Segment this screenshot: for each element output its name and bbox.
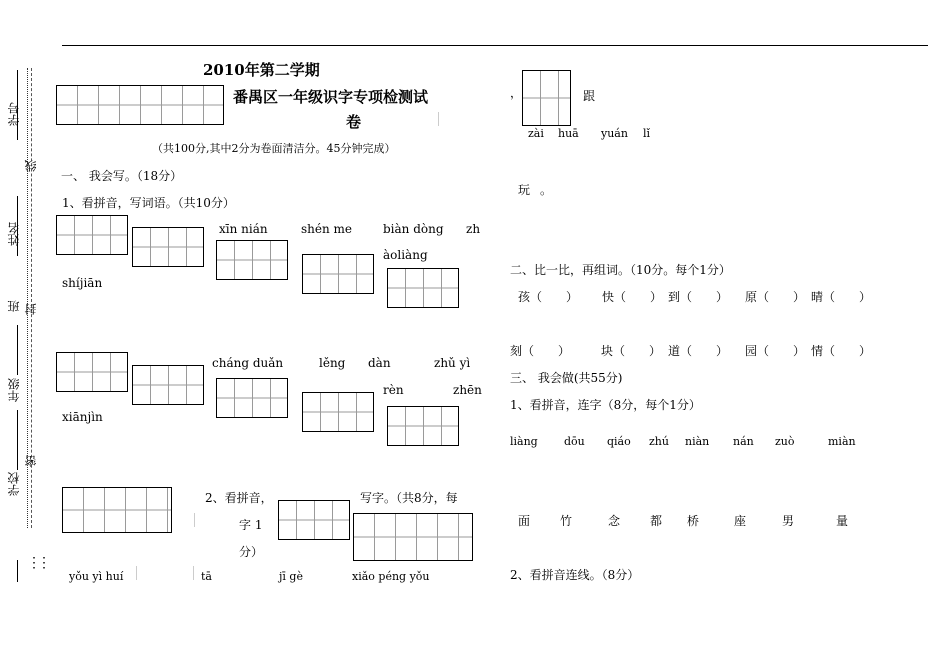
connect-pinyin-2: dōu [564, 435, 585, 448]
connect-pinyin-3: qiáo [607, 435, 631, 448]
pinyin-aoliang: àoliàng [383, 248, 428, 262]
compare-word-3: 到（ ） [668, 290, 729, 304]
section1-title: 一、 我会写。（18分） [61, 169, 183, 183]
pinyin-ji-ge: jī gè [279, 570, 303, 583]
connect-char-5: 桥 [687, 514, 700, 528]
connect-char-2: 竹 [560, 514, 573, 528]
compare-word-5: 晴（ ） [811, 290, 872, 304]
margin-seal-label: 封 [24, 303, 38, 315]
compare-word-6: 刻（ ） [510, 344, 571, 358]
exam-subtitle: （共100分,其中2分为卷面清洁分。45分钟完成） [152, 142, 396, 155]
exam-title-line1: 番禺区一年级识字专项检测试 [233, 88, 429, 106]
writing-grid-3 [216, 240, 288, 280]
section1-q2-line2: 字 1 [239, 518, 263, 532]
connect-char-6: 座 [734, 514, 747, 528]
pinyin-zhu-yi: zhǔ yì [434, 356, 471, 370]
section1-q2-prefix: 2、看拼音， [205, 491, 273, 505]
exam-term: 2010年第二学期 [203, 61, 320, 79]
pinyin-ren: rèn [383, 383, 404, 397]
margin-student-no-label: 学号 [7, 102, 21, 126]
connect-char-7: 男 [782, 514, 795, 528]
compare-word-8: 道（ ） [668, 344, 729, 358]
margin-line-label: 线 [24, 160, 38, 172]
connect-pinyin-8: miàn [828, 435, 856, 448]
writing-grid-1 [56, 215, 128, 255]
writing-grid-10 [387, 406, 459, 446]
writing-grid-11 [62, 487, 172, 533]
compare-word-10: 情（ ） [811, 344, 872, 358]
margin-class-label: 班 [7, 300, 21, 312]
connect-pinyin-1: liàng [510, 435, 538, 448]
section1-q1-title: 1、看拼音，写词语。（共10分） [62, 196, 235, 210]
compare-word-4: 原（ ） [745, 290, 806, 304]
margin-name-label: 姓名 [7, 222, 21, 246]
connect-pinyin-7: zuò [775, 435, 795, 448]
compare-word-1: 孩（ ） [518, 290, 579, 304]
comma-mark: ， [510, 86, 523, 100]
section1-q2-line3: 分） [239, 545, 264, 559]
writing-grid-6 [56, 352, 128, 392]
writing-grid-7 [132, 365, 204, 405]
pinyin-shen-me: shén me [301, 222, 353, 236]
section3-q2-title: 2、看拼音连线。（8分） [510, 568, 640, 582]
pinyin-chang-duan: cháng duǎn [212, 356, 284, 370]
writing-grid-2 [132, 227, 204, 267]
compare-word-7: 块（ ） [601, 344, 662, 358]
connect-char-3: 念 [608, 514, 621, 528]
pinyin-shijian: shíjiān [62, 276, 103, 290]
margin-blank-bottom [17, 560, 18, 582]
pinyin-dan: dàn [368, 356, 391, 370]
margin-secret-label: 密 [24, 455, 38, 467]
compare-word-9: 园（ ） [745, 344, 806, 358]
connect-char-8: 量 [836, 514, 849, 528]
pinyin-you-yi-hui: yǒu yì huí [69, 570, 124, 583]
pinyin-leng: lěng [319, 356, 346, 370]
pinyin-xiao-peng-you: xiǎo péng yǒu [352, 570, 430, 583]
section2-title: 二、比一比，再组词。（10分。每个1分） [510, 263, 731, 277]
connect-pinyin-6: nán [733, 435, 754, 448]
top-rule [62, 45, 928, 46]
writing-grid-13 [353, 513, 473, 561]
pinyin-li: lǐ [643, 127, 651, 140]
pinyin-hua: huā [558, 127, 579, 140]
exam-title-line2: 卷 [346, 113, 362, 131]
margin-grade-label: 年级 [7, 378, 21, 402]
char-gen: 跟 [583, 89, 596, 103]
pinyin-zai: zài [528, 127, 544, 140]
writing-grid-5 [387, 268, 459, 308]
writing-grid-8 [216, 378, 288, 418]
pinyin-xianjin: xiānjìn [62, 410, 103, 424]
margin-school-label: 学校 [7, 472, 21, 496]
section3-q1-title: 1、看拼音，连字（8分，每个1分） [510, 398, 701, 412]
period-mark: 。 [540, 183, 553, 197]
header-writing-grid [56, 85, 224, 125]
pinyin-bian-dong: biàn dòng [383, 222, 444, 236]
connect-char-4: 都 [650, 514, 663, 528]
connect-char-1: 面 [518, 514, 531, 528]
connect-pinyin-5: niàn [685, 435, 710, 448]
margin-dots: ⋮ [27, 555, 41, 571]
compare-word-2: 快（ ） [602, 290, 663, 304]
writing-grid-9 [302, 392, 374, 432]
section1-q2-suffix: 写字。（共8分，每 [360, 491, 458, 505]
margin-dots-2: ⋮ [37, 555, 51, 571]
char-wan: 玩 [518, 183, 531, 197]
connect-pinyin-4: zhú [649, 435, 669, 448]
pinyin-yuan: yuán [601, 127, 628, 140]
margin-blank-grade [17, 410, 18, 470]
pinyin-ta: tā [201, 570, 212, 583]
margin-blank-class [17, 325, 18, 375]
pinyin-zh: zh [466, 222, 481, 236]
pinyin-zhen: zhēn [453, 383, 482, 397]
writing-grid-right [522, 70, 571, 126]
section3-title: 三、 我会做(共55分) [510, 371, 623, 385]
writing-grid-12 [278, 500, 350, 540]
pinyin-xin-nian: xīn nián [219, 222, 268, 236]
writing-grid-4 [302, 254, 374, 294]
